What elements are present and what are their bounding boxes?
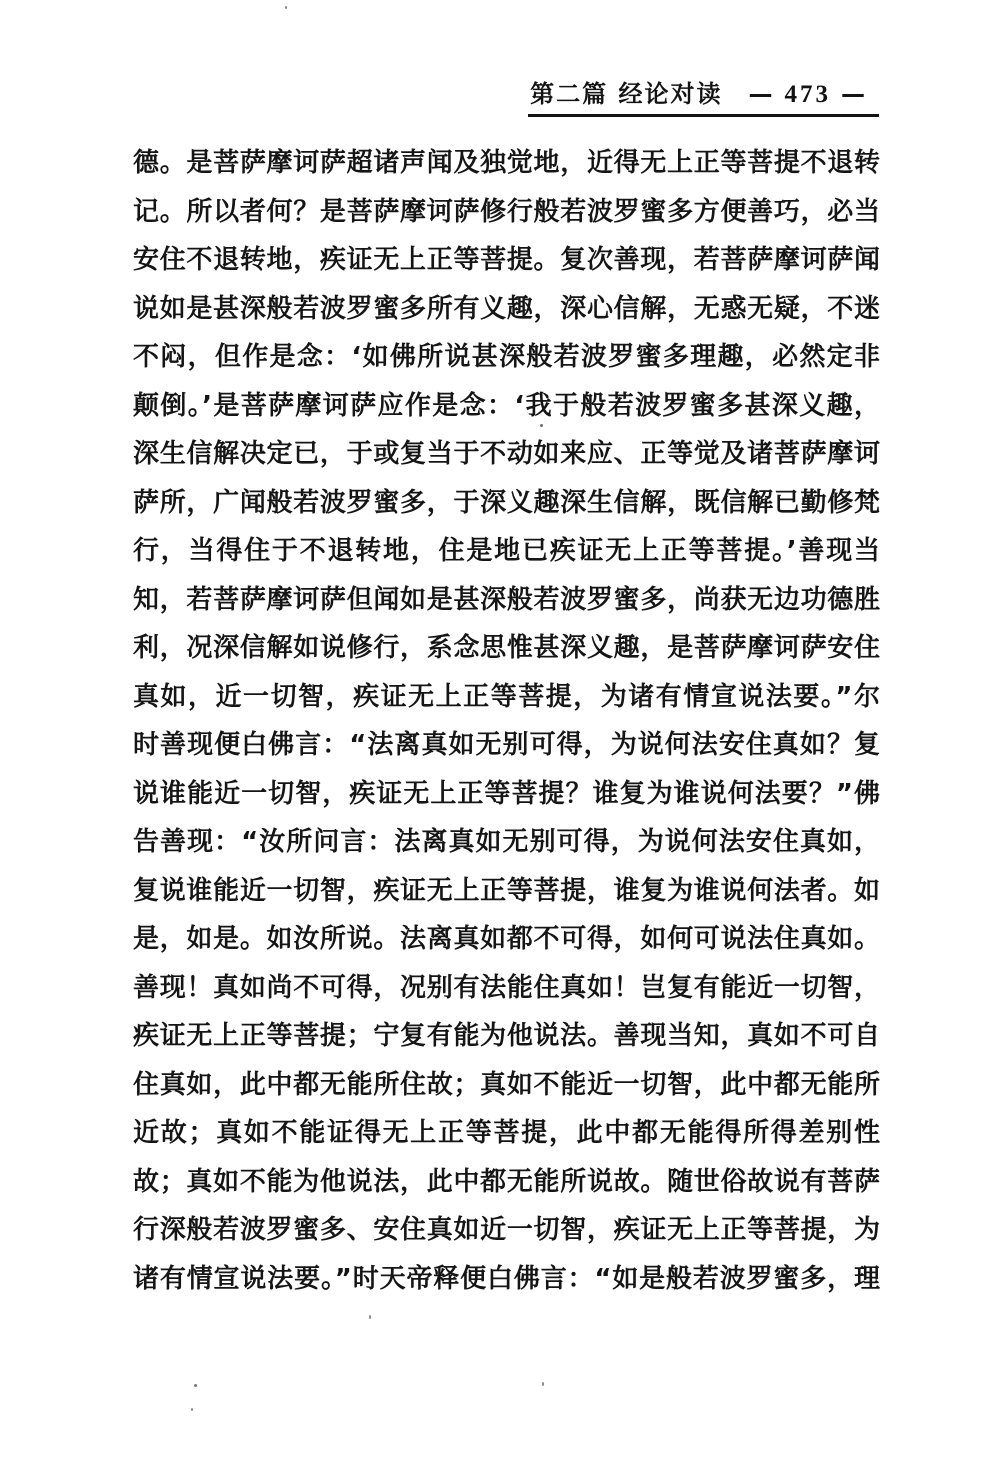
text-line: 安住不退转地，疾证无上正等菩提。复次善现，若菩萨摩诃萨闻 bbox=[133, 245, 880, 275]
text-line: 说谁能近一切智，疾证无上正等菩提？谁复为谁说何法要？”佛 bbox=[133, 778, 880, 809]
text-line: 行，当得住于不退转地，住是地已疾证无上正等菩提。’善现当 bbox=[133, 536, 880, 566]
scan-speck bbox=[191, 1408, 193, 1411]
text-line: 住真如，此中都无能所住故；真如不能近一切智，此中都无能所 bbox=[133, 1069, 880, 1100]
text-line: 知，若菩萨摩诃萨但闻如是甚深般若波罗蜜多，尚获无边功德胜 bbox=[133, 584, 880, 615]
running-header bbox=[528, 74, 879, 117]
text-line: 复说谁能近一切智，疾证无上正等菩提，谁复为谁说何法者。如 bbox=[133, 875, 880, 906]
text-line: 颠倒。’是菩萨摩诃萨应作是念：‘我于般若波罗蜜多甚深义趣， bbox=[133, 390, 880, 421]
text-line: 告善现：“汝所问言：法离真如无别可得，为说何法安住真如， bbox=[133, 827, 880, 857]
text-line: 说如是甚深般若波罗蜜多所有义趣，深心信解，无惑无疑，不迷 bbox=[133, 293, 880, 324]
text-line: 近故；真如不能证得无上正等菩提，此中都无能得所得差别性 bbox=[133, 1118, 880, 1148]
scan-speck bbox=[540, 424, 543, 427]
text-line: 不闷，但作是念：‘如佛所说甚深般若波罗蜜多理趣，必然定非 bbox=[133, 342, 880, 372]
text-line: 是，如是。如汝所说。法离真如都不可得，如何可说法住真如。 bbox=[133, 924, 880, 954]
text-line: 深生信解决定已，于或复当于不动如来应、正等觉及诸菩萨摩诃 bbox=[133, 439, 880, 469]
scan-speck bbox=[369, 1315, 371, 1319]
scan-speck bbox=[194, 1384, 197, 1387]
text-line: 善现！真如尚不可得，况别有法能住真如！岂复有能近一切智， bbox=[133, 972, 880, 1003]
header-dash-left: — bbox=[748, 80, 775, 108]
body-text bbox=[133, 139, 880, 1303]
text-line: 故；真如不能为他说法，此中都无能所说故。随世俗故说有菩萨 bbox=[133, 1166, 880, 1197]
text-line: 时善现便白佛言：“法离真如无别可得，为说何法安住真如？复 bbox=[133, 730, 880, 760]
text-line: 行深般若波罗蜜多、安住真如近一切智，疾证无上正等菩提，为 bbox=[133, 1215, 880, 1245]
text-line: 萨所，广闻般若波罗蜜多，于深义趣深生信解，既信解已勤修梵 bbox=[133, 487, 880, 518]
text-line: 真如，近一切智，疾证无上正等菩提，为诸有情宣说法要。”尔 bbox=[133, 681, 880, 712]
body-lines bbox=[133, 139, 880, 1303]
text-line: 疾证无上正等菩提；宁复有能为他说法。善现当知，真如不可自 bbox=[133, 1021, 880, 1051]
header-section-title: 第二篇 经论对读 bbox=[530, 80, 723, 108]
text-line: 诸有情宣说法要。”时天帝释便白佛言：“如是般若波罗蜜多，理 bbox=[133, 1263, 880, 1294]
text-line: 德。是菩萨摩诃萨超诸声闻及独觉地，近得无上正等菩提不退转 bbox=[133, 148, 880, 178]
header-page-number: 473 bbox=[784, 81, 831, 108]
text-line: 记。所以者何？是菩萨摩诃萨修行般若波罗蜜多方便善巧，必当 bbox=[133, 196, 880, 227]
scan-speck bbox=[285, 6, 287, 9]
scan-speck bbox=[542, 1382, 544, 1386]
header-dash-right: — bbox=[841, 80, 867, 108]
text-line: 利，况深信解如说修行，系念思惟甚深义趣，是菩萨摩诃萨安住 bbox=[133, 633, 880, 663]
